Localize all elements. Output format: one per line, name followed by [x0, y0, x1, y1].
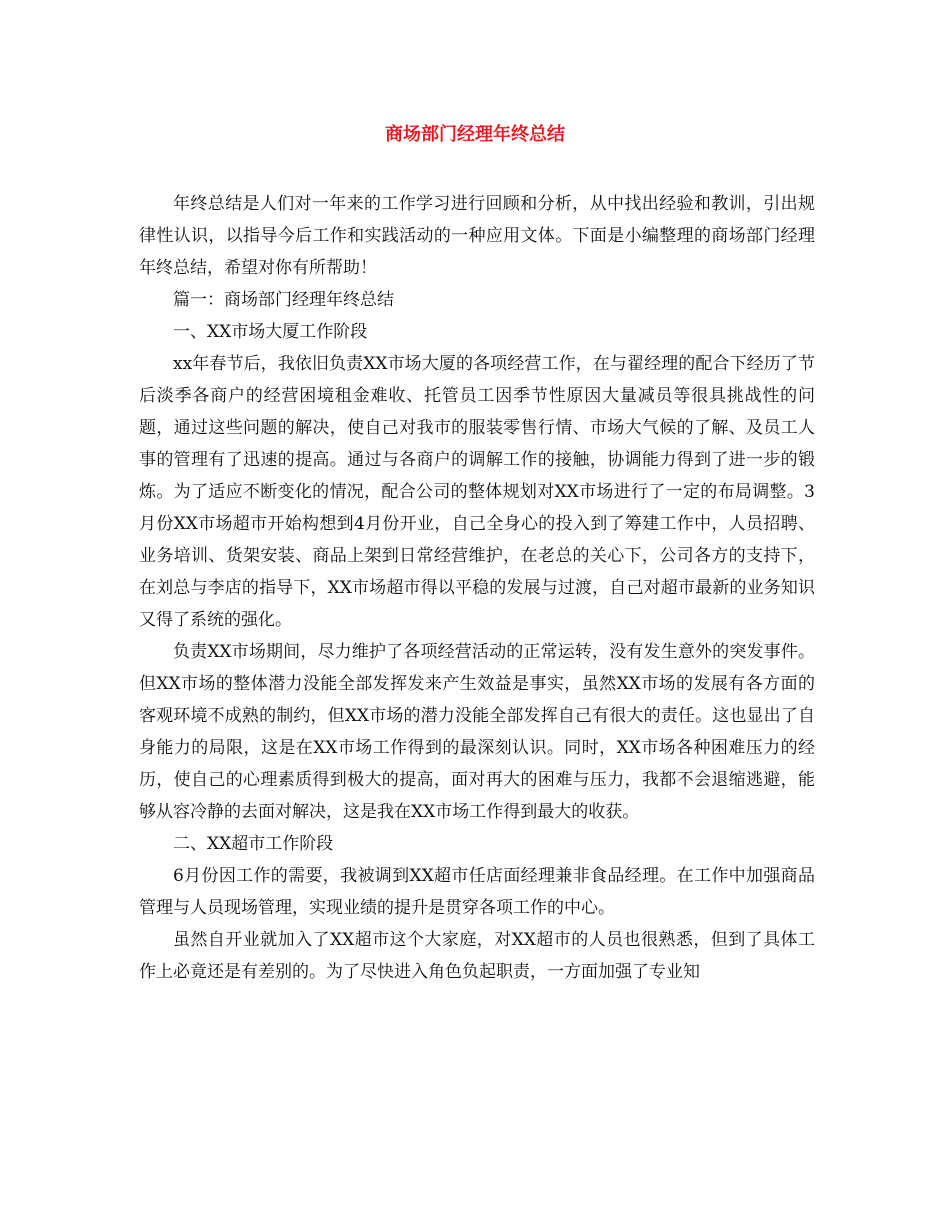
subsection-heading-market-building: 一、XX市场大厦工作阶段	[173, 322, 368, 342]
paragraph-supermarket-transfer: 6月份因工作的需要，我被调到XX超市任店面经理兼非食品经理。在工作中加强商品管理与人员现场管理，实现业绩的提升是贯穿各项工作的中心。	[139, 866, 815, 918]
document-body	[139, 188, 815, 988]
paragraph-market-responsibility: 负责XX市场期间，尽力维护了各项经营活动的正常运转，没有发生意外的突发事件。但XX市场的整体潜力没能全部发挥发来产生效益是事实，虽然XX市场的发展有各方面的客观环境不成熟的制约，但XX市场的潜力没能全部发挥自己有很大的责任。这也显出了自身能力的局限，这是在XX市场工作得到的最深刻认识。同时，XX市场各种困难压力的经历，使自己的心理素质得到极大的提高，面对再大的困难与压力，我都不会退缩逃避，能够从容冷静的去面对解决，这是我在XX市场工作得到最大的收获。	[139, 642, 815, 822]
document-title: 商场部门经理年终总结	[385, 124, 565, 145]
subsection-heading-supermarket: 二、XX超市工作阶段	[173, 834, 334, 854]
paragraph-intro: 年终总结是人们对一年来的工作学习进行回顾和分析，从中找出经验和教训，引出规律性认识，以指导今后工作和实践活动的一种应用文体。下面是小编整理的商场部门经理年终总结，希望对你有所帮助！	[139, 194, 815, 278]
paragraph-market-building-work: xx年春节后，我依旧负责XX市场大厦的各项经营工作，在与翟经理的配合下经历了节后淡季各商户的经营困境租金难收、托管员工因季节性原因大量减员等很具挑战性的问题，通过这些问题的解决，使自己对我市的服装零售行情、市场大气候的了解、及员工人事的管理有了迅速的提高。通过与各商户的调解工作的接触，协调能力得到了进一步的锻炼。为了适应不断变化的情况，配合公司的整体规划对XX市场进行了一定的布局调整。3月份XX市场超市开始构想到4月份开业，自己全身心的投入到了筹建工作中，人员招聘、业务培训、货架安装、商品上架到日常经营维护，在老总的关心下，公司各方的支持下，在刘总与李店的指导下，XX市场超市得以平稳的发展与过渡，自己对超市最新的业务知识又得了系统的强化。	[139, 354, 815, 630]
paragraph-supermarket-work: 虽然自开业就加入了XX超市这个大家庭，对XX超市的人员也很熟悉，但到了具体工作上必竟还是有差别的。为了尽快进入角色负起职责，一方面加强了专业知	[139, 930, 815, 982]
section-heading-part-one: 篇一：商场部门经理年终总结	[173, 290, 394, 310]
